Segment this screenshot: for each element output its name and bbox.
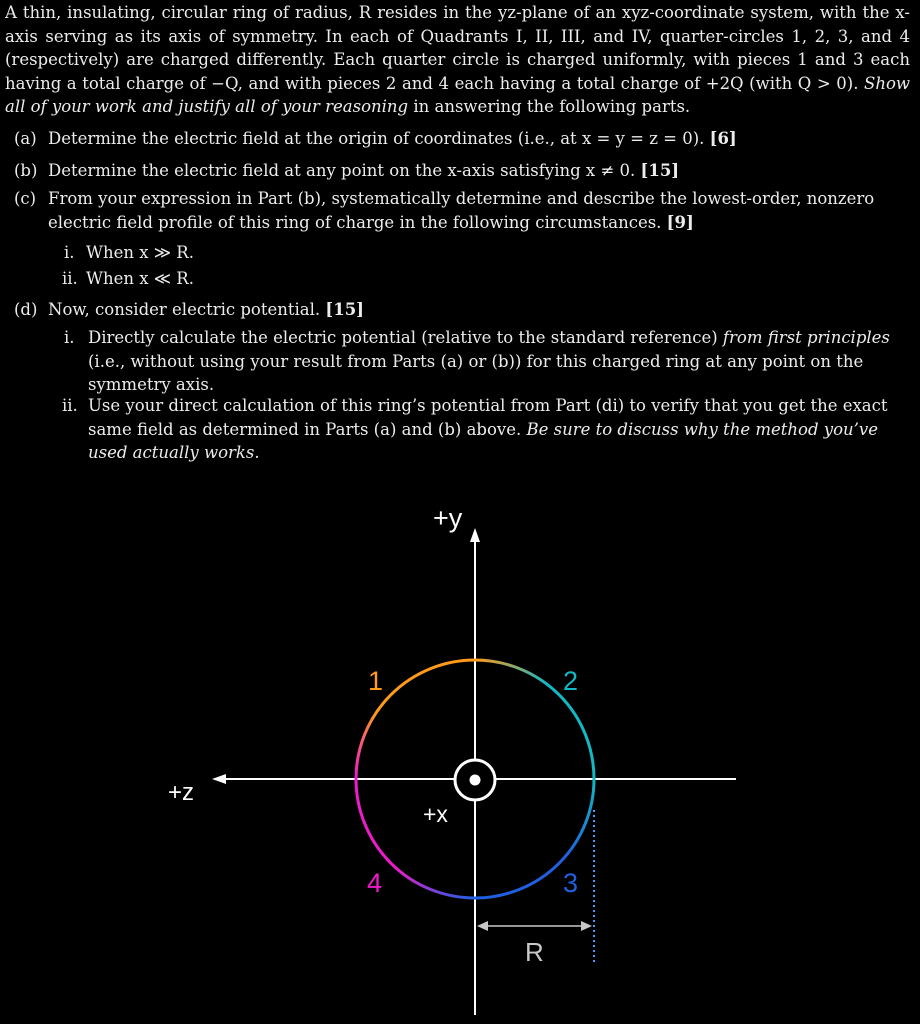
part-b-points: [15] xyxy=(640,161,680,180)
y-axis-arrowhead xyxy=(470,528,480,542)
part-a-question: Determine the electric field at the origin of coordinates (i.e., at x = y = z = 0). xyxy=(48,129,705,148)
part-b-label: (b) xyxy=(14,161,38,180)
part-c-points: [9] xyxy=(666,212,694,232)
z-axis-arrowhead xyxy=(212,774,226,784)
part-d-i-label: i. xyxy=(64,328,75,347)
y-axis-label: +y xyxy=(433,503,463,533)
radius-arrowhead-right xyxy=(581,921,592,931)
part-c-question: From your expression in Part (b), systematically determine and describe the lowest-order, nonzero electric field profile of this ring of charge in the following circumstances. xyxy=(48,189,875,232)
part-c-ii-text: When x ≪ R. xyxy=(86,269,194,288)
part-c-ii-label: ii. xyxy=(62,269,78,288)
quarter-label-3: 3 xyxy=(563,868,579,898)
part-d-ii-label: ii. xyxy=(62,396,78,415)
quarter-label-4: 4 xyxy=(367,868,383,898)
part-d-ii-pre: Use your direct calculation of this ring’s potential from Part (di) to verify that you get the exact same field as determined in Parts (a) and (b) above. xyxy=(88,396,888,439)
quarter-label-2: 2 xyxy=(563,666,579,696)
part-c-i-label: i. xyxy=(64,243,75,262)
part-d-i-emphasis: from first principles xyxy=(722,328,890,347)
x-axis-dot-icon xyxy=(470,775,481,786)
part-d-ii-emphasis: Be sure to discuss why the method you’ve used actually works. xyxy=(88,419,878,462)
intro-emphasis: Show all of your work and justify all of your reasoning xyxy=(5,73,911,116)
x-axis-label: +x xyxy=(423,801,448,827)
part-b-question: Determine the electric field at any point on the x-axis satisfying x ≠ 0. xyxy=(48,161,636,180)
part-d-question: Now, consider electric potential. xyxy=(48,300,321,319)
quarter-label-1: 1 xyxy=(368,666,384,696)
part-a-points: [6] xyxy=(709,129,737,148)
part-d-i-pre: Directly calculate the electric potential (relative to the standard reference) xyxy=(88,328,723,347)
z-axis-label: +z xyxy=(168,779,195,806)
part-a-label: (a) xyxy=(14,129,37,148)
part-c-i-text: When x ≫ R. xyxy=(86,243,194,262)
radius-arrowhead-left xyxy=(477,921,488,931)
part-c-label: (c) xyxy=(14,189,37,208)
radius-label: R xyxy=(525,937,544,967)
part-d-label: (d) xyxy=(14,300,38,319)
intro-text: A thin, insulating, circular ring of radius, R resides in the yz-plane of an xyz-coordinate system, with the x-axis serving as its axis of symmetry. In each of Quadrants I, II, III, and IV, quarter-circles 1, 2, 3, and 4 (respectively) are charged differently. Each quarter circle is charged uniformly, with pieces 1 and 3 each having a total charge of −Q, and with pieces 2 and 4 each having a total charge of +2Q (with Q > 0). xyxy=(5,3,910,93)
intro-tail: in answering the following parts. xyxy=(408,97,691,116)
part-d-points: [15] xyxy=(325,300,364,319)
part-d-i-post: (i.e., without using your result from Parts (a) or (b)) for this charged ring at any point on the symmetry axis. xyxy=(88,351,864,394)
